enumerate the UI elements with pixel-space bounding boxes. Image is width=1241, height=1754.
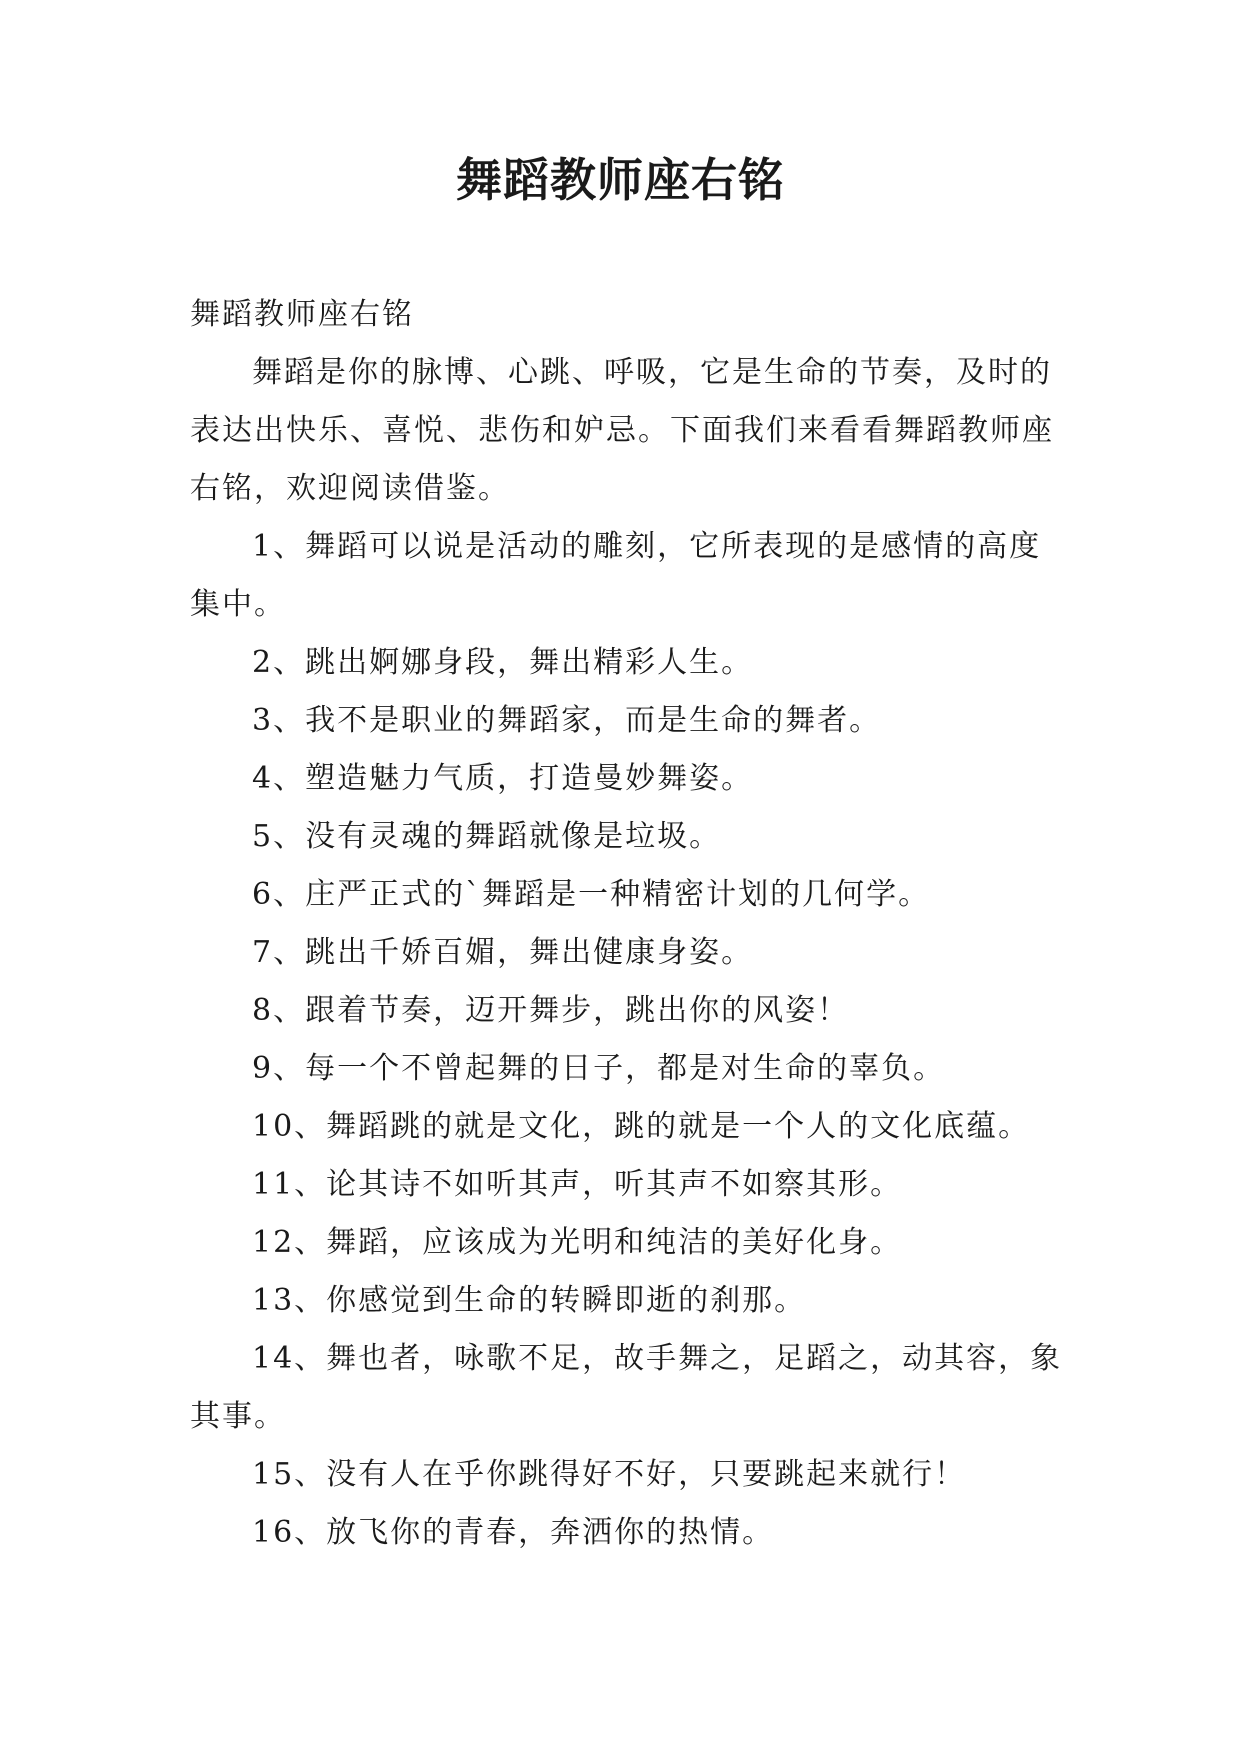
list-item: 10、舞蹈跳的就是文化，跳的就是一个人的文化底蕴。 <box>252 1109 1031 1144</box>
list-item: 11、论其诗不如听其声，听其声不如察其形。 <box>252 1167 903 1202</box>
list-item: 4、塑造魅力气质，打造曼妙舞姿。 <box>252 761 754 796</box>
document-subtitle: 舞蹈教师座右铭 <box>190 297 414 332</box>
intro-paragraph: 舞蹈是你的脉博、心跳、呼吸，它是生命的节奏，及时的表达出快乐、喜悦、悲伤和妒忌。下面我们来看看舞蹈教师座右铭，欢迎阅读借鉴。 <box>190 355 1054 506</box>
list-item: 7、跳出千娇百媚，舞出健康身姿。 <box>252 935 754 970</box>
list-item: 2、跳出婀娜身段，舞出精彩人生。 <box>252 645 754 680</box>
list-item: 14、舞也者，咏歌不足，故手舞之，足蹈之，动其容，象其事。 <box>190 1341 1063 1434</box>
list-item: 6、庄严正式的`舞蹈是一种精密计划的几何学。 <box>252 877 931 912</box>
list-item: 16、放飞你的青春，奔洒你的热情。 <box>252 1515 775 1550</box>
list-item: 9、每一个不曾起舞的日子，都是对生命的辜负。 <box>252 1051 946 1086</box>
list-item: 15、没有人在乎你跳得好不好，只要跳起来就行！ <box>252 1457 967 1492</box>
list-item: 13、你感觉到生命的转瞬即逝的刹那。 <box>252 1283 807 1318</box>
list-item: 3、我不是职业的舞蹈家，而是生命的舞者。 <box>252 703 882 738</box>
list-item: 5、没有灵魂的舞蹈就像是垃圾。 <box>252 819 722 854</box>
document-body <box>190 286 1070 1562</box>
list-item: 1、舞蹈可以说是活动的雕刻，它所表现的是感情的高度集中。 <box>190 529 1042 622</box>
document-title: 舞蹈教师座右铭 <box>456 153 785 207</box>
list-item: 12、舞蹈，应该成为光明和纯洁的美好化身。 <box>252 1225 903 1260</box>
list-item: 8、跟着节奏，迈开舞步，跳出你的风姿！ <box>252 993 850 1028</box>
